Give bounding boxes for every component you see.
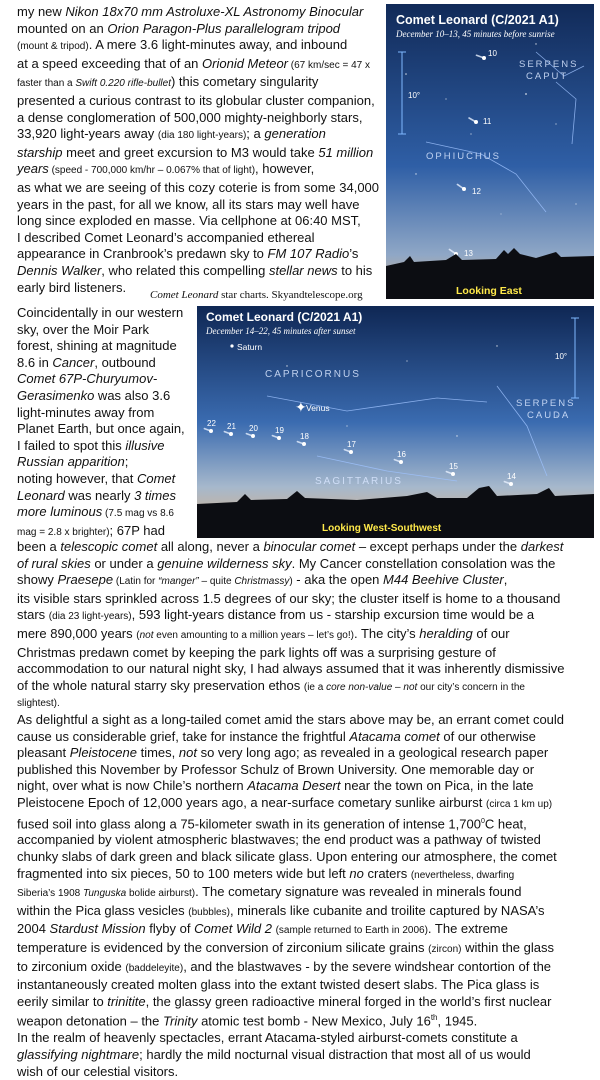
comet-chart-west xyxy=(197,306,594,538)
comet-date-label: 21 xyxy=(227,422,236,431)
chart1-constellation-ophiuchus: OPHIUCHUS xyxy=(426,151,502,162)
comet-date-label: 18 xyxy=(300,432,309,441)
comet-head xyxy=(399,460,403,464)
comet-head xyxy=(229,432,233,436)
chart2-saturn-label: Saturn xyxy=(237,342,263,352)
comet-head xyxy=(462,187,466,191)
chart1-subtitle: December 10–13, 45 minutes before sunrise xyxy=(396,29,555,39)
comet-head xyxy=(482,56,486,60)
comet-chart-east xyxy=(386,4,594,299)
chart2-constellation-sagittarius: SAGITTARIUS xyxy=(315,476,403,487)
chart2-title: Comet Leonard (C/2021 A1) xyxy=(206,310,363,324)
chart2-subtitle: December 14–22, 45 minutes after sunset xyxy=(206,326,356,336)
chart2-constellation-serpens: SERPENS xyxy=(516,398,576,409)
paragraph-2-narrow: Coincidentally in our western sky, over the Moir Park forest, shining at magnitude 8.6 in Cancer, outbound Comet 67P-Churyumov- Gerasimenko was also 3.6 light-minutes away from Planet Earth, but once again, I failed to spot this illusive Russian apparition; noting however, that Comet Leonard was nearly 3 times more luminous (7.5 mag vs 8.6 mag = 2.8 x brighter); 67P had xyxy=(17,305,185,538)
chart1-constellation-serpens: SERPENS xyxy=(519,59,579,70)
comet-date-label: 10 xyxy=(488,49,497,58)
comet-date-label: 14 xyxy=(507,472,516,481)
comet-date-label: 11 xyxy=(483,117,492,126)
chart2-footer: Looking West-Southwest xyxy=(322,523,442,534)
venus-star-icon: ✦ xyxy=(295,399,307,415)
chart1-title: Comet Leonard (C/2021 A1) xyxy=(396,13,559,27)
comet-head xyxy=(474,120,478,124)
chart1-footer: Looking East xyxy=(456,285,522,297)
chart1-scale-label: 10° xyxy=(408,91,421,100)
comet-date-label: 15 xyxy=(449,462,458,471)
paragraph-2-wide: been a telescopic comet all along, never a binocular comet – except perhaps under the darkest of rural skies or under a genuine wilderness sky. My Cancer constellation consolation was the showy Praesepe (Latin for “manger” – quite Christmassy) - aka the open M44 Beehive Cluster, its visible stars sprinkled across 1.5 degrees of our sky; the cluster itself is home to a thousand stars (dia 23 light-years), 593 light-years distance from us - starship excursion time would be a mere 890,000 years (not even amounting to a million years – let’s go!). The city’s heralding of our Christmas predawn comet by keeping the park lights off was a surprising gesture of accommodation to our natural night sky, I had always assumed that it was inherently dismissive of the whole natural starry sky preservation ethos (ie a core non-value – not our city’s concern in the slightest). xyxy=(17,539,565,710)
figure-caption: Comet Leonard star charts. Skyandtelescope.org xyxy=(150,289,363,301)
comet-head xyxy=(509,482,513,486)
comet-date-label: 12 xyxy=(472,187,481,196)
comet-date-label: 13 xyxy=(464,249,473,258)
chart2-constellation-capricornus: CAPRICORNUS xyxy=(265,369,361,380)
comet-date-label: 19 xyxy=(275,426,284,435)
chart2-scale-label: 10° xyxy=(555,352,568,361)
chart1-constellation-caput: CAPUT xyxy=(526,71,569,82)
comet-date-label: 16 xyxy=(397,450,406,459)
paragraph-3: As delightful a sight as a long-tailed comet amid the stars above may be, an errant comet could cause us considerable grief, take for instance the frightful Atacama comet of our otherwise pleasant Pleistocene times, not so very long ago; as revealed in a geological research paper published this November by Professor Schulz of Brown University. One memorable day or night, over what is now Chile’s northern Atacama Desert near the town on Pica, in the late Pleistocene Epoch of 12,000 years ago, a near-surface cometary sunlike airburst (circa 1 km up) fused soil into glass along a 75-kilometer swath in its generation of intense 1,700$^0$C heat, accompanied by violent atmospheric blastwaves; the end product was a pathway of twisted chunky slabs of dark green and black silicate glass. Upon entering our atmosphere, the comet fragmented into six pieces, 50 to 100 meters wide but left no craters (nevertheless, dwarfing Siberia’s 1908 Tunguska bolide airburst). The cometary signature was revealed in minerals found within the Pica glass vesicles (bubbles), minerals like cubanite and troilite captured by NASA’s 2004 Stardust Mission flyby of Comet Wild 2 (sample returned to Earth in 2006). The extreme temperature is evidenced by the conversion of zirconium silicate grains (zircon) within the glass to zirconium oxide (baddeleyite), and the blastwaves - by the severe windshear contortion of the instantaneously created molten glass into the extant twisted desert slabs. The Pica glass is eerily similar to trinitite, the glassy green radioactive mineral forged in the world’s first nuclear weapon detonation – the Trinity atomic test bomb - New Mexico, July 16th, 1945. In the realm of heavenly spectacles, errant Atacama-styled airburst-comets constitute a glassifying nightmare; hardly the mild nocturnal visual distraction that most all of us would wish of our celestial visitors. xyxy=(17,712,565,1079)
comet-head xyxy=(209,429,213,433)
paragraph-1: my new Nikon 18x70 mm Astroluxe-XL Astronomy Binocular mounted on an Orion Paragon-Plus parallelogram tripod (mount & tripod). A mere 3.6 light-minutes away, and inbound at a speed exceeding that of an Orionid Meteor (67 km/sec = 47 x faster than a Swift 0.220 rifle-bullet) this cometary singularity presented a curious contrast to its globular cluster companion, a dense conglomeration of 500,000 mighty-neighborly stars, 33,920 light-years away (dia 180 light-years); a generation starship meet and greet excursion to M3 would take 51 million years (speed - 700,000 km/hr – 0.067% that of light), however, as what we are seeing of this cozy coterie is from some 34,000 years in the past, for all we know, all its stars may well have long since exploded en masse. Via cellphone at 06:40 MST, I described Comet Leonard’s accompanied ethereal appearance in Cranbrook’s predawn sky to FM 107 Radio’s Dennis Walker, who related this compelling stellar news to his early bird listeners. xyxy=(17,4,380,295)
comet-head xyxy=(349,450,353,454)
comet-date-label: 22 xyxy=(207,419,216,428)
chart2-constellation-cauda: CAUDA xyxy=(527,410,571,421)
comet-head xyxy=(277,436,281,440)
comet-head xyxy=(302,442,306,446)
comet-date-label: 17 xyxy=(347,440,356,449)
comet-head xyxy=(251,434,255,438)
comet-head xyxy=(451,472,455,476)
comet-date-label: 20 xyxy=(249,424,258,433)
chart2-venus-label: Venus xyxy=(306,403,330,413)
